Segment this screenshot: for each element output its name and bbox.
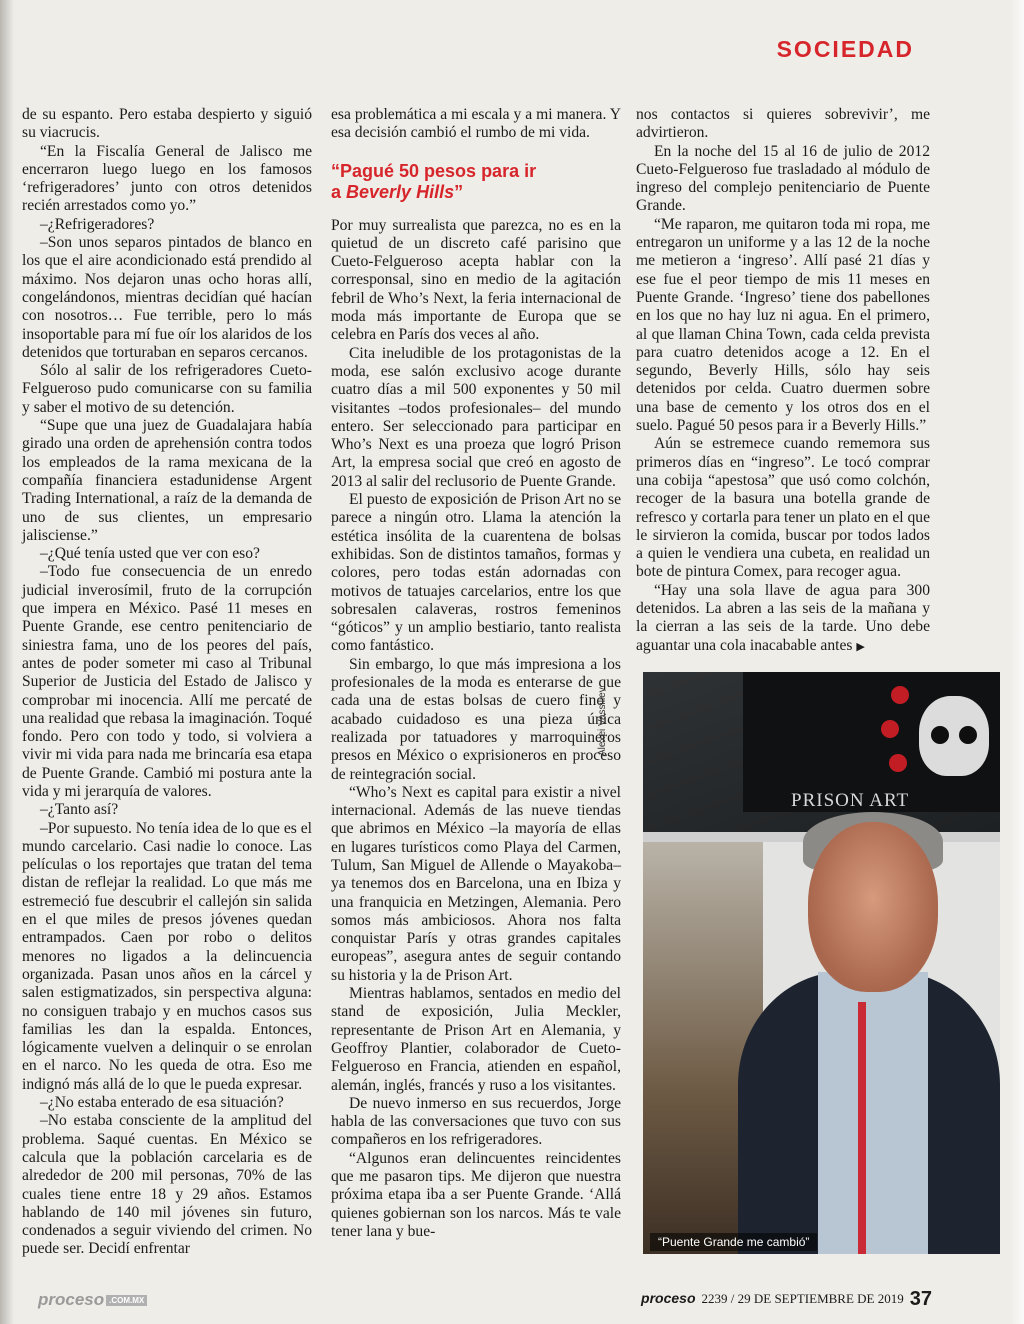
- paragraph: –¿No estaba enterado de esa situación?: [40, 1094, 284, 1112]
- paragraph: De nuevo inmerso en sus recuerdos, Jorge habla de las conversaciones que tuvo con sus compañeros en los refrigeradores.: [331, 1094, 621, 1149]
- portrait-photo: [643, 672, 1000, 1254]
- prison-art-logo: PRISON ART: [791, 790, 910, 811]
- issue-date: 2239 / 29 DE SEPTIEMBRE DE 2019: [701, 1291, 904, 1306]
- paragraph: “En la Fiscalía General de Jalisco me encerraron luego luego en los famosos ‘refrigeradores’ junto con otros detenidos recién arrestados como yo.”: [22, 142, 312, 215]
- spine-shadow: [0, 0, 14, 1324]
- folio: [641, 1288, 932, 1311]
- continue-arrow-icon: ▶: [856, 640, 865, 653]
- paragraph: “Me raparon, me quitaron toda mi ropa, me entregaron un uniforme y a las 12 de la noche me metieron a ‘ingreso’. Allí pasé 21 días y ese fue el peor tiempo de mis 11 meses en Puente Grande. ‘Ingreso’ tiene dos pabellones en los que no hay luz ni agua. En el primero, al que llaman China Town, cada celda prevista para cuatro detenidos acoge a 12. En el segundo, Beverly Hills, sólo hay seis detenidos por celda. Cuatro duermen sobre una base de cemento y los otros dos en el suelo. Pagué 50 pesos para ir a Beverly Hills.”: [636, 215, 930, 435]
- paragraph: En la noche del 15 al 16 de julio de 2012 Cueto-Felgueroso fue trasladado al módulo de ingreso del complejo penitenciario de Puente Grande.: [636, 142, 930, 215]
- face: [808, 822, 938, 992]
- paragraph-text: “Hay una sola llave de agua para 300 detenidos. La abren a las seis de la mañana y la cierran a las seis de la tarde. Uno debe aguantar una cola inacabable antes: [636, 581, 930, 654]
- paragraph: “Algunos eran delincuentes reincidentes que me pasaron tips. Me dijeron que nuestra próxima etapa iba a ser Puente Grande. ‘Allá quienes gobiernan son los narcos. Más te vale tener lana y bue-: [331, 1149, 621, 1240]
- paragraph: “Supe que una juez de Guadalajara había girado una orden de aprehensión contra todos los empleados de la rama mexicana de la compañía financiera estadunidense Argent Trading International, a raíz de la demanda de uno de sus clientes, un empresario jalisciense.”: [22, 417, 312, 544]
- paragraph: Aún se estremece cuando rememora sus primeros días en “ingreso”. Le tocó comprar una cobija “apestosa” que usó como colchón, recoger de la basura una botella grande de refresco y cortarla para tener un plato en el que le sirvieron la comida, buscar por todos lados a quien le vendiera una cubeta, en realidad un bote de pintura Comex, para recoger agua.: [636, 435, 930, 581]
- column-2: [331, 106, 621, 1241]
- paragraph: “Who’s Next es capital para existir a nivel internacional. Además de las nueve tiendas que abrimos en México –la mayoría de ellas en lugares turísticos como Playa del Carmen, Tulum, San Miguel de Allende o Mayakoba– ya tenemos dos en Barcelona, una en Ibiza y una franquicia en Metzingen, Alemania. Pero somos más ambiciosos. Ahora nos falta conquistar París y otras grandes capitales europeas”, asegura antes de seguir contando su historia y la de Prison Art.: [331, 783, 621, 984]
- paragraph: –¿Refrigeradores?: [40, 215, 155, 233]
- subheading-line-1: “Pagué 50 pesos para ir: [331, 160, 537, 181]
- column-1: [22, 106, 312, 1259]
- rose-graphic: [891, 686, 909, 704]
- folio-brand: proceso: [641, 1290, 696, 1306]
- paragraph: esa problemática a mi escala y a mi manera. Y esa decisión cambió el rumbo de mi vida.: [331, 106, 621, 142]
- paragraph: Por muy surrealista que parezca, no es en la quietud de un discreto café parisino que Cueto-Felgueroso acepta hablar con la corresponsal, sino en medio de la agitación febril de Who’s Next, la feria internacional de moda más importante de Europa que se celebra en París dos veces al año.: [331, 216, 621, 344]
- shirt: [818, 972, 928, 1254]
- paragraph: Cita ineludible de los protagonistas de la moda, ese salón exclusivo acoge durante cuatro días a mil 500 exponentes y 50 mil visitantes –todos profesionales– del mundo entero. Ser seleccionado para participar en Who’s Next es una proeza que logró Prison Art, la empresa social que creó en agosto de 2013 al salir del reclusorio de Puente Grande.: [331, 344, 621, 490]
- paragraph: [636, 582, 930, 656]
- paragraph: nos contactos si quieres sobrevivir’, me advirtieron.: [636, 106, 930, 142]
- lanyard: [858, 1002, 866, 1254]
- skull-graphic: [919, 696, 989, 776]
- paragraph: El puesto de exposición de Prison Art no se parece a ningún otro. Llama la atención la estética insólita de la cuarentena de bolsas exhibidas. Son de distintos tamaños, formas y colores, pero todas están adornadas con motivos de tatuajes carcelarios, entre los que sobresalen calaveras, rostros femeninos “góticos” y un amplio bestiario, tanto realista como fantástico.: [331, 491, 621, 655]
- skull-eye: [931, 726, 949, 744]
- column-3: [636, 106, 930, 656]
- paragraph: de su espanto. Pero estaba despierto y siguió su viacrucis.: [22, 106, 312, 142]
- paragraph: –¿Qué tenía usted que ver con eso?: [40, 545, 260, 563]
- paragraph: –¿Tanto así?: [40, 801, 119, 819]
- paragraph: –Son unos separos pintados de blanco en los que el aire acondicionado está prendido al máximo. Nos dejaron unas ocho horas allí, congelándonos, mientras decidían qué hacían con nosotros… Fue terrible, pero lo más insoportable para mí fue oír los alaridos de los detenidos que torturaban en separos cercanos.: [22, 234, 312, 361]
- subheading: [331, 161, 621, 203]
- section-title: SOCIEDAD: [776, 36, 914, 62]
- photo-credit: Alexei Vassiliev: [597, 687, 608, 756]
- page-number: 37: [909, 1288, 932, 1310]
- skull-eye: [959, 726, 977, 744]
- footer-logo: [38, 1290, 147, 1310]
- page-edge: [1010, 0, 1024, 1324]
- paragraph: –No estaba consciente de la amplitud del problema. Saqué cuentas. En México se calcula que la población carcelaria es de alrededor de 200 mil personas, 70% de las cuales tiene entre 18 y 29 años. Estamos hablando de 140 mil jóvenes sin futuro, condenados a seguir viviendo del crimen. No puede ser. Decidí enfrentar: [22, 1112, 312, 1258]
- subheading-line-2-prefix: a: [331, 181, 347, 202]
- photo-caption: “Puente Grande me cambió”: [650, 1233, 817, 1251]
- rose-graphic: [889, 754, 907, 772]
- footer-domain: .COM.MX: [106, 1295, 147, 1306]
- paragraph: –Todo fue consecuencia de un enredo judicial inverosímil, fruto de la corrupción que impera en México. Pasé 11 meses en Puente Grande, ese centro penitenciario de siniestra fama, uno de los peores del país, antes de poder someter mi caso al Tribunal Superior de Justicia del Estado de Jalisco y comprobar mi inocencia. Allí me percaté de una realidad que rebasa la imaginación. Toqué fondo. Pero con todo y todo, si volviera a vivir mi vida para nada me brincaría esa etapa de Puente Grande. Cambió mi postura ante la vida y mi jerarquía de valores.: [22, 563, 312, 800]
- subheading-line-2-italic: Beverly Hills: [346, 181, 455, 202]
- footer-brand: proceso: [38, 1290, 105, 1309]
- paragraph: –Por supuesto. No tenía idea de lo que es el mundo carcelario. Casi nadie lo conoce. Las películas o los reportajes que tratan del tema distan de reflejar la realidad. Lo que más me estremeció fue descubrir el callejón sin salida en el que miles de presos jóvenes quedan entrampados. Caen por robo o delitos menores no ligados a la delincuencia organizada. Pasan unos años en la cárcel y salen estigmatizados, sin perspectiva alguna: no consiguen trabajo y en muchos casos sus familias les dan la espalda. Entonces, lógicamente vuelven a delinquir o se enrolan en el narco. No les queda de otra. Eso me indignó más allá de lo que le pueda expresar.: [22, 819, 312, 1093]
- paragraph: Sin embargo, lo que más impresiona a los profesionales de la moda es enterarse de que cada una de estas bolsas de cuero fino y acabado cuidadoso es una pieza única realizada por tatuadores y marroquineros presos en México o exprisioneros en proceso de reintegración social.: [331, 655, 621, 783]
- paragraph: Mientras hablamos, sentados en medio del stand de exposición, Julia Meckler, representante de Prison Art en Alemania, y Geoffroy Plantier, colaborador de Cueto-Felgueroso en Francia, atienden en español, alemán, inglés, francés y ruso a los visitantes.: [331, 985, 621, 1094]
- paragraph: Sólo al salir de los refrigeradores Cueto-Felgueroso pudo comunicarse con su familia y saber el motivo de su detención.: [22, 362, 312, 416]
- rose-graphic: [881, 720, 899, 738]
- subheading-line-2-suffix: ”: [454, 181, 464, 202]
